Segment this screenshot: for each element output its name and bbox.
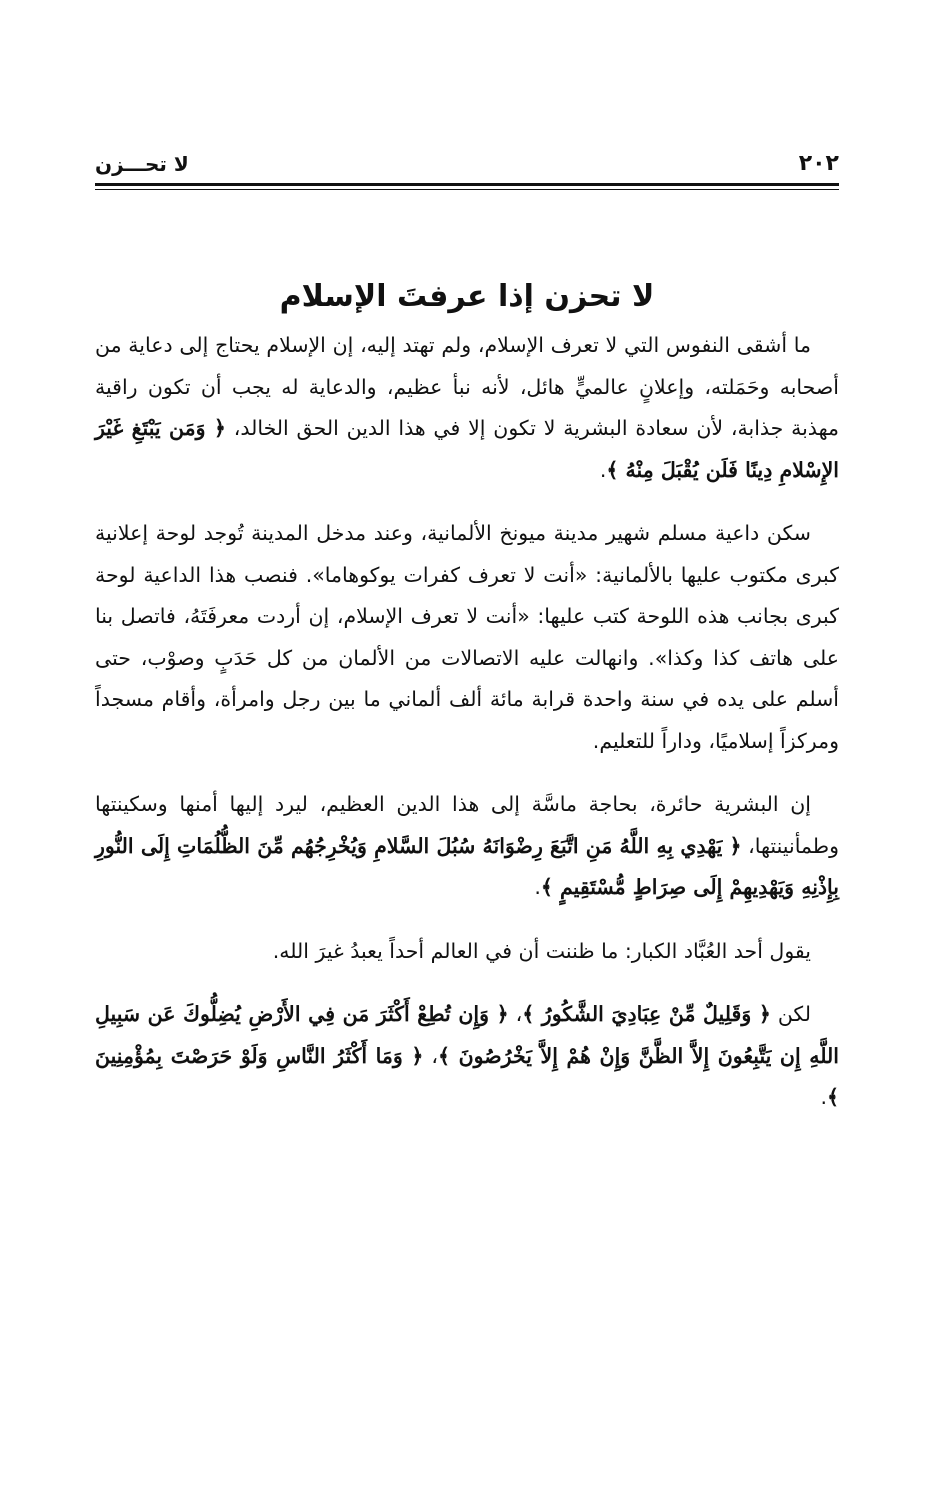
page-number: ٢٠٢ <box>798 151 839 176</box>
quran-verse-5: ﴿ وَمَا أَكْثَرُ النَّاسِ وَلَوْ حَرَصْتَ بِمُؤْمِنِينَ ﴾ <box>95 1043 839 1109</box>
closing-separator-1: ، <box>508 1002 523 1026</box>
running-book-title: لا تحـــزن <box>95 152 189 176</box>
paragraph-1-text: ما أشقى النفوس التي لا تعرف الإسلام، ولم تهتد إليه، إن الإسلام يحتاج إلى دعاية من أصحابه وحَمَلته، وإعلانٍ عالميٍّ هائل، لأنه نبأ عظيم، والدعاية له يجب أن تكون راقية مهذبة جذابة، لأن سعادة البشرية لا تكون إلا في هذا الدين الحق الخالد، <box>95 333 839 440</box>
quran-verse-4: ﴿ وَإِن تُطِعْ أَكْثَرَ مَن فِي الأَرْضِ يُضِلُّوكَ عَن سَبِيلِ اللَّهِ إِن يَتَّبِعُونَ إِلاَّ الظَّنَّ وَإِنْ هُمْ إِلاَّ يَخْرُصُونَ ﴾ <box>95 1002 839 1068</box>
header-rule-thick <box>95 183 839 186</box>
paragraph-4-text: يقول أحد العُبَّاد الكبار: ما ظننت أن في العالم أحداً يعبدُ غيرَ الله. <box>272 938 811 963</box>
paragraph-4 <box>95 931 839 973</box>
chapter-title: لا تحزن إذا عرفتَ الإسلام <box>279 279 655 315</box>
header-rule-thin <box>95 189 839 190</box>
quran-verse-1: ﴿ وَمَن يَبْتَغِ غَيْرَ الإِسْلامِ دِينًا فَلَن يُقْبَلَ مِنْهُ ﴾ <box>95 416 839 482</box>
quran-verse-2: ﴿ يَهْدِي بِهِ اللَّهُ مَنِ اتَّبَعَ رِضْوَانَهُ سُبُلَ السَّلامِ وَيُخْرِجُهُم مِّنَ الظُّلُمَاتِ إِلَى النُّورِ بِإِذْنِهِ وَيَهْدِيهِمْ إِلَى صِرَاطٍ مُّسْتَقِيمٍ ﴾ <box>95 833 839 899</box>
paragraph-1 <box>95 325 839 491</box>
page-header <box>95 150 839 178</box>
paragraph-3-end: . <box>534 875 541 899</box>
paragraph-3 <box>95 784 839 909</box>
paragraph-2-text: سكن داعية مسلم شهير مدينة ميونخ الألمانية، وعند مدخل المدينة تُوجد لوحة إعلانية كبرى مكتوب عليها بالألمانية: «أنت لا تعرف كفرات يوكوهاما». فنصب هذا الداعية لوحة كبرى بجانب هذه اللوحة كتب عليها: «أنت لا تعرف الإسلام، إن أردت معرفَتَهُ، فاتصل بنا على هاتف كذا وكذا». وانهالت عليه الاتصالات من الألمان من كل حَدَبٍ وصوْب، حتى أسلم على يده في سنة واحدة قرابة مائة ألف ألماني ما بين رجل وامرأة، وأقام مسجداً ومركزاً إسلاميًا، وداراً للتعليم. <box>95 521 839 753</box>
closing-separator-2: ، <box>423 1043 439 1068</box>
paragraph-2 <box>95 513 839 762</box>
quran-verse-3: ﴿ وَقَلِيلٌ مِّنْ عِبَادِيَ الشَّكُورُ ﴾ <box>522 1002 771 1026</box>
paragraph-3-text: إن البشرية حائرة، بحاجة ماسَّة إلى هذا الدين العظيم، ليرد إليها أمنها وسكينتها وطمأنينتها، <box>95 792 840 858</box>
closing-end: . <box>820 1085 827 1109</box>
paragraph-1-end: . <box>599 457 607 482</box>
chapter-body <box>95 325 839 1141</box>
paragraph-5 <box>95 994 839 1119</box>
closing-lead: لكن <box>770 1002 811 1026</box>
